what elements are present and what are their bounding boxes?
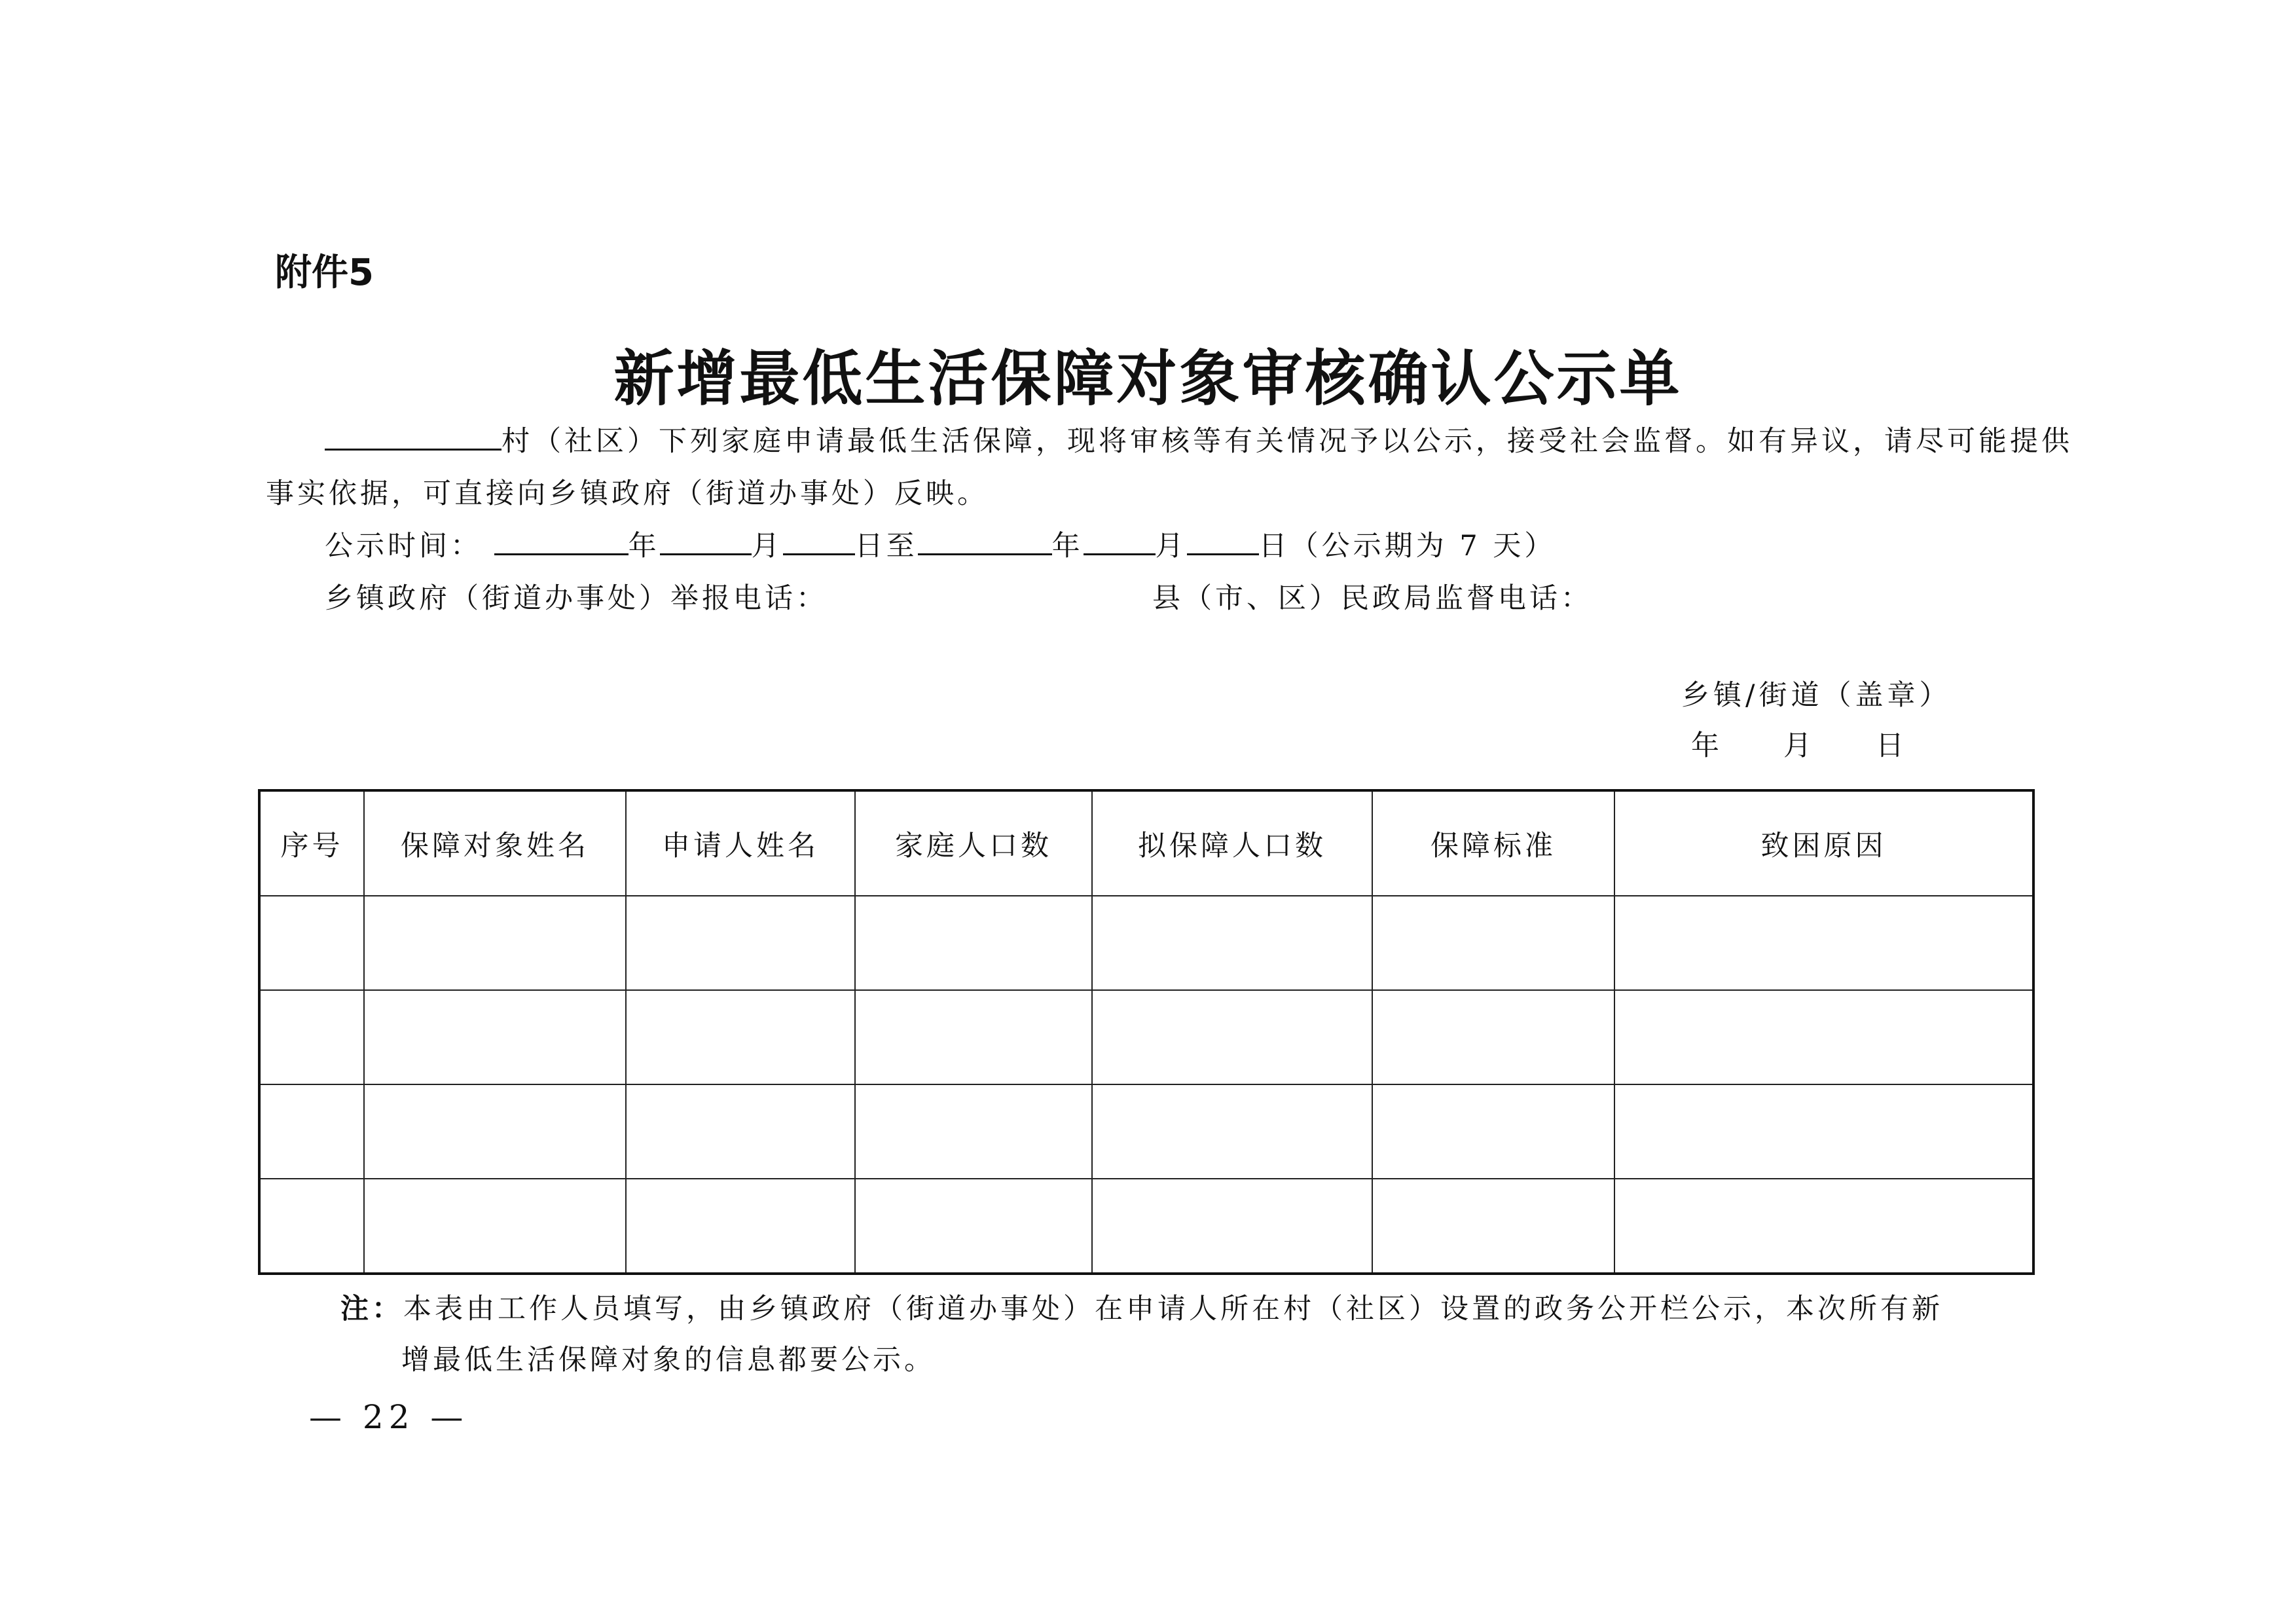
intro-line-1: [325, 419, 2073, 459]
table-cell[interactable]: [364, 1179, 626, 1274]
table-cell[interactable]: [1372, 990, 1614, 1084]
table-cell[interactable]: [855, 896, 1092, 990]
table-cell[interactable]: [1092, 1179, 1372, 1274]
table-cell[interactable]: [1614, 896, 2033, 990]
seal-label: 乡镇/街道（盖章）: [1681, 679, 1952, 712]
end-year-label: 年: [1051, 530, 1084, 563]
col-header-household-size: 家庭人口数: [855, 790, 1092, 896]
start-day-label: 日至: [854, 530, 918, 563]
table-row: [259, 1179, 2033, 1274]
table-cell[interactable]: [1614, 1084, 2033, 1179]
table-cell[interactable]: [364, 990, 626, 1084]
table-cell[interactable]: [1614, 1179, 2033, 1274]
table-row: [259, 1084, 2033, 1179]
col-header-applicant: 申请人姓名: [626, 790, 855, 896]
col-header-index: 序号: [259, 790, 364, 896]
start-month-blank[interactable]: [660, 527, 752, 555]
page-number: — 22 —: [309, 1398, 469, 1436]
attachment-label: 附件5: [275, 251, 374, 294]
intro-text-1: 村（社区）下列家庭申请最低生活保障，现将审核等有关情况予以公示，接受社会监督。如有异议，请尽可能提供: [501, 425, 2073, 458]
table-cell[interactable]: [1372, 1179, 1614, 1274]
table-cell[interactable]: [855, 1084, 1092, 1179]
recipients-table: [258, 789, 2035, 1275]
intro-line-2: 事实依据，可直接向乡镇政府（街道办事处）反映。: [266, 477, 989, 510]
start-year-blank[interactable]: [494, 527, 629, 555]
page-title: 新增最低生活保障对象审核确认公示单: [613, 343, 1683, 414]
note-text-1: 本表由工作人员填写，由乡镇政府（街道办事处）在申请人所在村（社区）设置的政务公开栏公示，本次所有新: [403, 1293, 1943, 1325]
col-header-standard: 保障标准: [1372, 790, 1614, 896]
table-cell[interactable]: [1372, 896, 1614, 990]
col-header-cause: 致困原因: [1614, 790, 2033, 896]
seal-date: 年 月 日: [1691, 729, 1906, 762]
end-month-label: 月: [1155, 530, 1187, 563]
village-name-blank[interactable]: [325, 422, 501, 451]
table-cell[interactable]: [259, 1084, 364, 1179]
table-cell[interactable]: [1372, 1084, 1614, 1179]
col-header-beneficiary: 保障对象姓名: [364, 790, 626, 896]
table-cell[interactable]: [626, 1179, 855, 1274]
start-year-label: 年: [628, 530, 660, 563]
table-cell[interactable]: [259, 1179, 364, 1274]
period-label: 公示时间：: [325, 530, 482, 563]
table-header-row: [259, 790, 2033, 896]
end-day-label: 日（公示期为 7 天）: [1258, 530, 1556, 563]
publicity-period: [325, 524, 1556, 564]
table-cell[interactable]: [1614, 990, 2033, 1084]
end-month-blank[interactable]: [1084, 527, 1156, 555]
table-cell[interactable]: [855, 990, 1092, 1084]
table-cell[interactable]: [259, 896, 364, 990]
table-row: [259, 990, 2033, 1084]
table-cell[interactable]: [364, 896, 626, 990]
table-cell[interactable]: [626, 896, 855, 990]
table-cell[interactable]: [855, 1179, 1092, 1274]
county-hotline: 县（市、区）民政局监督电话：: [1152, 582, 1592, 615]
note-line-2: 增最低生活保障对象的信息都要公示。: [401, 1344, 936, 1376]
table-cell[interactable]: [1092, 1084, 1372, 1179]
table-row: [259, 896, 2033, 990]
start-month-label: 月: [751, 530, 783, 563]
township-hotline: 乡镇政府（街道办事处）举报电话：: [325, 582, 828, 615]
note-line-1: [340, 1287, 1943, 1327]
table-cell[interactable]: [364, 1084, 626, 1179]
table-cell[interactable]: [626, 1084, 855, 1179]
end-year-blank[interactable]: [918, 527, 1052, 555]
end-day-blank[interactable]: [1187, 527, 1259, 555]
table-cell[interactable]: [626, 990, 855, 1084]
table-cell[interactable]: [1092, 990, 1372, 1084]
table-cell[interactable]: [259, 990, 364, 1084]
table-cell[interactable]: [1092, 896, 1372, 990]
note-label: 注：: [340, 1293, 403, 1325]
start-day-blank[interactable]: [783, 527, 855, 555]
col-header-covered-persons: 拟保障人口数: [1092, 790, 1372, 896]
